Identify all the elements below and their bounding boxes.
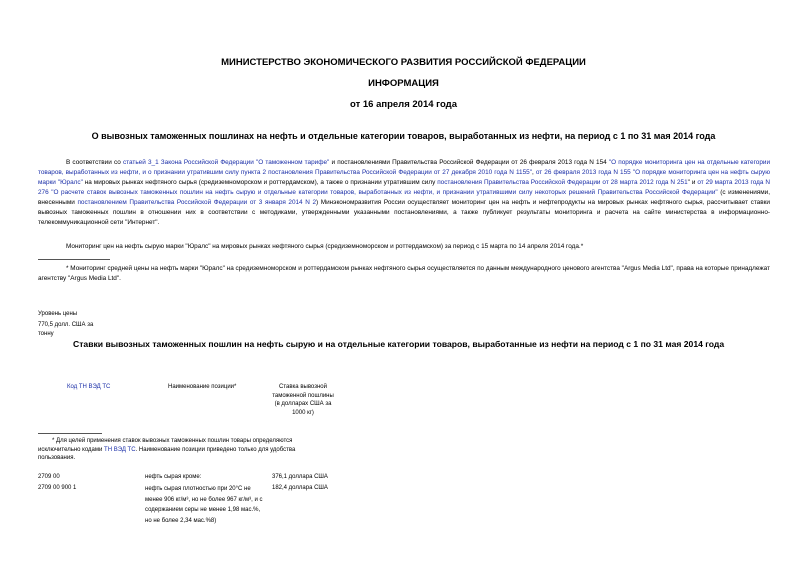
legal-ref-text: В соответствии со [66, 159, 123, 166]
row-1-name: нефть сырая кроме: [145, 474, 202, 480]
price-level-label: Уровень цены [38, 311, 78, 317]
legal-ref-link[interactable]: постановлением Правительства Российской Федерации от 3 января 2014 N 2 [77, 199, 317, 206]
row-2-code: 2709 00 900 1 [38, 485, 77, 491]
main-paragraph [38, 158, 770, 228]
row-2-name: нефть сырая плотностью при 20°С не менее 906 кг/м³, но не более 967 кг/м³, и с содержанием серы не менее 1,98 мас.%, но не более 2,34 мас.%8) [145, 486, 263, 524]
footnote-divider [38, 259, 110, 260]
row-2-rate: 182,4 доллара США [272, 485, 328, 491]
legal-ref-link[interactable]: "О порядке мониторинга цен на отдельные категории товаров, выработанных из нефти, и о признании утратившим силу пункта 2 постановления Правительства Российской Федерации от 27 декабря 2010 года N 1155" [38, 159, 771, 176]
col-header-name: Наименование позиции* [168, 384, 237, 390]
footnote-ref-text: * Для целей применения ставок вывозных таможенных пошлин товары определяются исключительно кодами [38, 438, 293, 453]
rates-title: Ставки вывозных таможенных пошлин на нефть сырую и на отдельные категории товаров, выработанные из нефти на период с 1 по 31 мая 2014 года [73, 339, 725, 349]
doc-type: ИНФОРМАЦИЯ [368, 78, 439, 89]
table-footnote [38, 437, 328, 463]
col-header-code[interactable]: Код ТН ВЭД ТС [67, 384, 111, 390]
row-1-code: 2709 00 [38, 474, 60, 480]
legal-ref-text: , [531, 169, 536, 176]
monitoring-paragraph: Мониторинг цен на нефть сырую марки "Юралс" на мировых рынках нефтяного сырья (средиземноморском и роттердамском) за период с 15 марта по 14 апреля 2014 года.* [66, 243, 584, 250]
ministry-title: МИНИСТЕРСТВО ЭКОНОМИЧЕСКОГО РАЗВИТИЯ РОССИЙСКОЙ ФЕДЕРАЦИИ [221, 57, 586, 68]
footnote-ref-link[interactable]: ТН ВЭД ТС [104, 446, 136, 453]
legal-ref-text: (с изменениями, внесенными [38, 189, 770, 206]
footnote-ref-text: . Наименование позиции приведено только для удобства пользования. [38, 446, 296, 462]
footnote-argus: * Мониторинг средней цены на нефть марки "Юралс" на средиземноморском и роттердамском рынках нефтяного сырья осуществляется по данным международного ценового агентства "Argus Media Ltd", права на которые принадлежат агентству "Argus Media Ltd". [38, 265, 770, 282]
legal-ref-text: на мировых рынках нефтяного сырья (средиземноморском и роттердамском), а также о признании утратившим силу [82, 179, 438, 186]
col-header-rate: Ставка вывозной таможенной пошлины (в долларах США за 1000 кг) [272, 384, 334, 416]
legal-ref-link[interactable]: от 26 февраля 2013 года N 155 "О порядке мониторинга цен на нефть сырую марки "Юралс" [38, 169, 770, 186]
legal-ref-link[interactable]: статьей 3_1 Закона Российской Федерации "О таможенном тарифе" [122, 159, 330, 166]
legal-ref-text: и постановлениями Правительства Российской Федерации от 26 февраля 2013 года N 154 [329, 159, 609, 166]
price-level-value: 770,5 долл. США за тонну [38, 322, 94, 337]
row-1-rate: 376,1 доллара США [272, 474, 328, 480]
legal-ref-link[interactable]: от 29 марта 2013 года N 276 "О расчете ставок вывозных таможенных пошлин на нефть сырую и отдельные категории товаров, выработанных из нефти, и признании утратившими силу некоторых решений Правительства Российской Федерации" [38, 179, 770, 196]
doc-date: от 16 апреля 2014 года [350, 99, 457, 110]
doc-subject: О вывозных таможенных пошлинах на нефть и отдельные категории товаров, выработанных из нефти, на период с 1 по 31 мая 2014 года [91, 131, 716, 141]
legal-ref-text: ) Минэкономразвития России осуществляет мониторинг цен на нефть и нефтепродукты на мировых рынках нефтяного сырья, рассчитывает ставки вывозных таможенных пошлин в отношении них в соответствии с методиками, утвержденными указанными постановлениями, а также публикует результаты мониторинга и расчета на сайте министерства в информационно-телекоммуникационной сети "Интернет". [38, 199, 770, 226]
legal-ref-link[interactable]: постановления Правительства Российской Федерации от 28 марта 2012 года N 251 [437, 179, 688, 186]
table-footnote-divider [38, 433, 102, 434]
legal-ref-text: " и [687, 179, 698, 186]
